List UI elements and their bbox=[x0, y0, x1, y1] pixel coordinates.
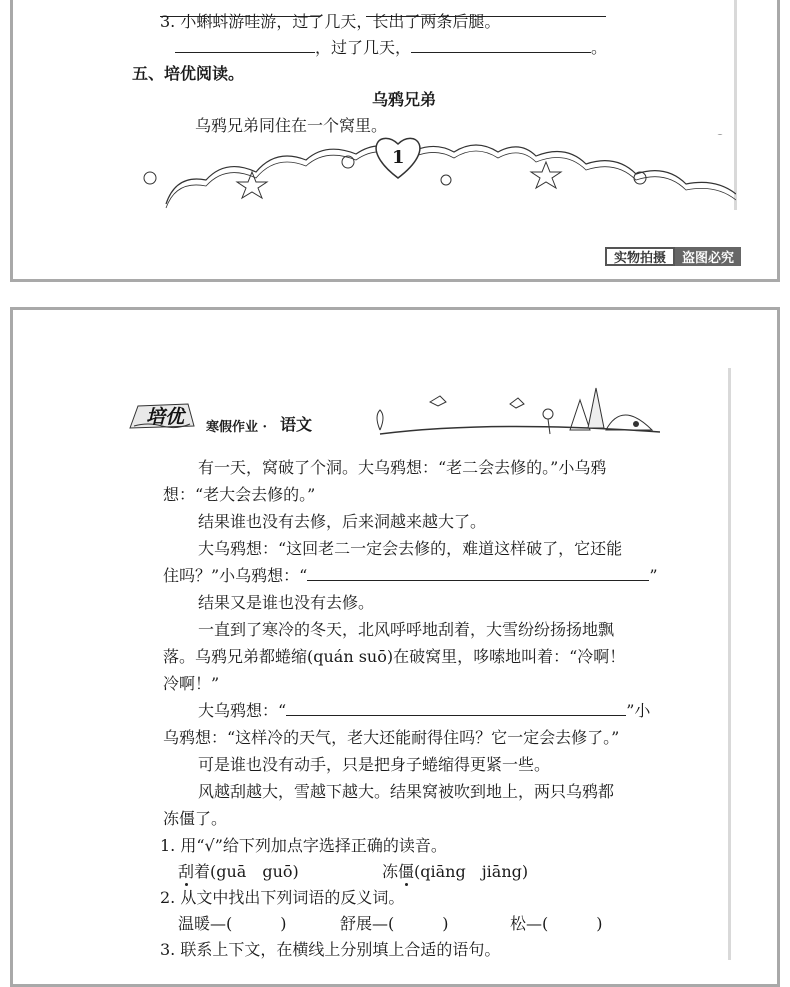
answer-blank[interactable] bbox=[411, 36, 591, 53]
circle-decoration bbox=[633, 421, 639, 427]
story-line: 乌鸦兄弟同住在一个窝里。 bbox=[195, 116, 388, 135]
paragraph-line: 一直到了寒冷的冬天，北风呼呼地刮着，大雪纷纷扬扬地飘 bbox=[198, 620, 615, 639]
paragraph-line: 落。乌鸦兄弟都蜷缩(quán suō)在破窝里，哆嗦地叫着：“冷啊！ bbox=[163, 647, 626, 666]
paragraph-line: 风越刮越大，雪越下越大。结果窝被吹到地上，两只乌鸦都 bbox=[198, 782, 615, 801]
paragraph-line: 想：“老大会去修的。” bbox=[163, 485, 316, 504]
paragraph-line: 有一天，窝破了个洞。大乌鸦想：“老二会去修的。”小乌鸦 bbox=[198, 458, 607, 477]
rocket-icon bbox=[570, 400, 590, 430]
question-1: 1. 用“√”给下列加点字选择正确的读音。 bbox=[160, 836, 447, 855]
answer-blank[interactable] bbox=[307, 564, 649, 581]
paragraph-line: 结果又是谁也没有去修。 bbox=[198, 593, 375, 612]
paragraph-line: 可是谁也没有动手，只是把身子蜷缩得更紧一些。 bbox=[198, 755, 551, 774]
question-2: 2. 从文中找出下列词语的反义词。 bbox=[160, 888, 405, 907]
antonym-item[interactable]: 舒展—( ) bbox=[340, 914, 449, 933]
paragraph-line: 冷啊！” bbox=[163, 674, 220, 693]
question-1-option-b: 冻僵(qiāng jiāng) bbox=[382, 862, 529, 881]
question-3: 3. 小蝌蚪游哇游，过了几天，长出了两条后腿。 bbox=[160, 12, 501, 31]
antonym-item[interactable]: 松—( ) bbox=[510, 914, 603, 933]
circle-decoration bbox=[342, 156, 354, 168]
subtitle: 寒假作业 · bbox=[206, 420, 268, 435]
answer-blank[interactable] bbox=[286, 699, 626, 716]
paragraph-line: 冻僵了。 bbox=[163, 809, 228, 828]
header-doodle-decoration bbox=[370, 380, 660, 440]
circle-decoration bbox=[441, 175, 451, 185]
question-3-answer-row: ，过了几天， 。 bbox=[175, 36, 607, 60]
question-1-option-a: 刮着(guā guō) bbox=[178, 862, 299, 881]
bird-icon bbox=[430, 396, 446, 406]
story-title: 乌鸦兄弟 bbox=[372, 90, 437, 109]
paragraph-line: 乌鸦想：“这样冷的天气，老大还能耐得住吗？它一定会去修了。” bbox=[163, 728, 620, 747]
page-number: 1 bbox=[392, 147, 405, 168]
cloud-border-decoration bbox=[136, 134, 736, 210]
badge-right: 盗图必究 bbox=[675, 247, 741, 266]
badge-left: 实物拍摄 bbox=[605, 247, 675, 266]
page-edge-shadow bbox=[728, 368, 731, 960]
pencil-icon bbox=[588, 388, 604, 428]
balloon-icon bbox=[543, 409, 553, 419]
answer-blank[interactable] bbox=[175, 36, 315, 53]
logo-text: 培优 bbox=[146, 406, 185, 428]
section-5-heading: 五、培优阅读。 bbox=[132, 64, 245, 83]
paragraph-line: 结果谁也没有去修，后来洞越来越大了。 bbox=[198, 512, 487, 531]
paragraph-line: 大乌鸦想：“这回老二一定会去修的，难道这样破了，它还能 bbox=[198, 539, 623, 558]
watermark-badge bbox=[605, 247, 741, 266]
paragraph-line-with-blank: 住吗？”小乌鸦想：“ ” bbox=[163, 566, 658, 585]
antonym-item[interactable]: 温暖—( ) bbox=[178, 914, 287, 933]
paragraph-line-with-blank: 大乌鸦想：“ ”小 bbox=[198, 701, 651, 720]
bird-icon bbox=[510, 398, 524, 408]
subject-label: 语文 bbox=[280, 415, 313, 434]
star-icon bbox=[531, 162, 561, 188]
circle-decoration bbox=[144, 172, 156, 184]
question-3: 3. 联系上下文，在横线上分别填上合适的语句。 bbox=[160, 940, 501, 959]
